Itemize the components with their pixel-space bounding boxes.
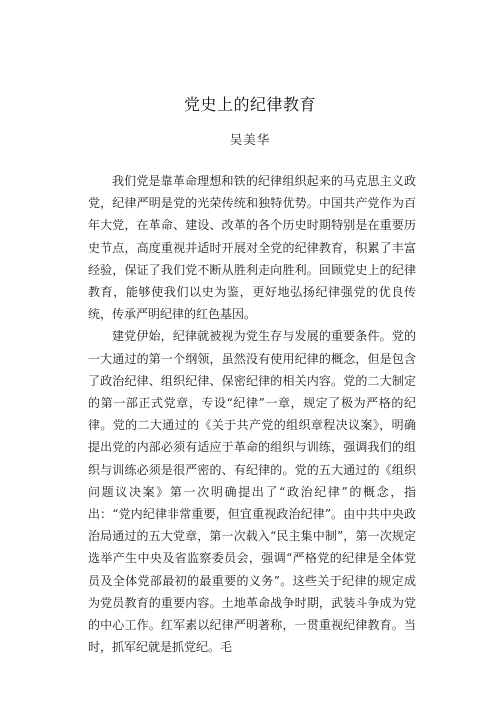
paragraph: 建党伊始，纪律就被视为党生存与发展的重要条件。党的一大通过的第一个纲领，虽然没有使用纪律的概念，但是包含了政治纪律、组织纪律、保密纪律的相关内容。党的二大制定的第一部正式党章，专设“纪律”一章，规定了极为严格的纪律。党的二大通过的《关于共产党的组织章程决议案》，明确提出党的内部必须有适应于革命的组织与训练，强调我们的组织与训练必须是很严密的、有纪律的。党的五大通过的《组织问题议决案》第一次明确提出了“政治纪律”的概念，指出：“党内纪律非常重要，但宜重视政治纪律”。由中共中央政治局通过的五大党章，第一次载入“民主集中制”，第一次规定选举产生中央及省监察委员会，强调“严格党的纪律是全体党员及全体党部最初的最重要的义务”。这些关于纪律的规定成为党员教育的重要内容。土地革命战争时期，武装斗争成为党的中心工作。红军素以纪律严明著称，一贯重视纪律教育。当时，抓军纪就是抓党纪。毛 [88, 329, 416, 655]
paragraph: 我们党是靠革命理想和铁的纪律组织起来的马克思主义政党，纪律严明是党的光荣传统和独特优势。中国共产党作为百年大党，在革命、建设、改革的各个历史时期特别是在重要历史节点，高度重视并适时开展对全党的纪律教育，积累了丰富经验，保证了我们党不断从胜利走向胜利。回顾党史上的纪律教育，能够使我们以史为鉴，更好地弘扬纪律强党的优良传统，传承严明纪律的红色基因。 [88, 174, 416, 322]
author-name: 吴美华 [229, 132, 271, 147]
article-body [88, 170, 416, 658]
page-title: 党史上的纪律教育 [183, 95, 316, 114]
